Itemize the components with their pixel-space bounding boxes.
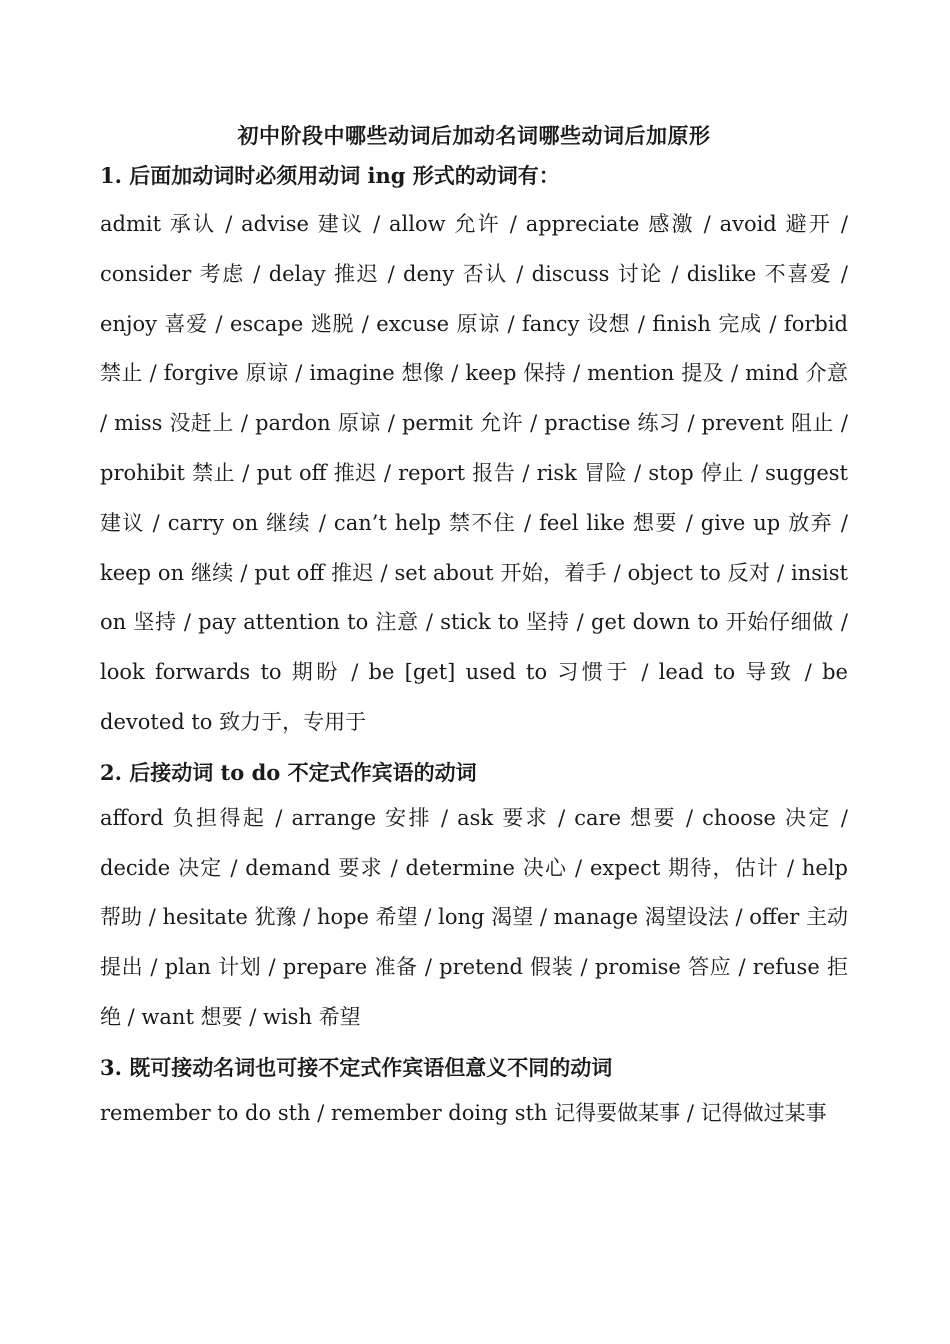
section-1-body: admit 承认 / advise 建议 / allow 允许 / appreciate 感激 / avoid 避开 / consider 考虑 / delay 推迟 / deny 否认 / discuss 讨论 / dislike 不喜爱 / enjoy 喜爱 / escape 逃脱 / excuse 原谅 / fancy 设想 / finish 完成 / forbid 禁止 / forgive 原谅 / imagine 想像 / keep 保持 / mention 提及 / mind 介意 / miss 没赶上 / pardon 原谅 / permit 允许 / practise 练习 / prevent 阻止 / prohibit 禁止 / put off 推迟 / report 报告 / risk 冒险 / stop 停止 / suggest 建议 / carry on 继续 / can’t help 禁不住 / feel like 想要 / give up 放弃 / keep on 继续 / put off 推迟 / set about 开始，着手 / object to 反对 / insist on 坚持 / pay attention to 注意 / stick to 坚持 / get down to 开始仔细做 / look forwards to 期盼 / be [get] used to 习惯于 / lead to 导致 / be devoted to 致力于，专用于	[100, 212, 848, 734]
section-2-body: afford 负担得起 / arrange 安排 / ask 要求 / care 想要 / choose 决定 / decide 决定 / demand 要求 / determine 决心 / expect 期待，估计 / help 帮助 / hesitate 犹豫 / hope 希望 / long 渴望 / manage 渴望设法 / offer 主动提出 / plan 计划 / prepare 准备 / pretend 假装 / promise 答应 / refuse 拒绝 / want 想要 / wish 希望	[100, 805, 848, 1029]
section-3-body: remember to do sth / remember doing sth 记得要做某事 / 记得做过某事	[100, 1100, 827, 1125]
section-1-heading: 1. 后面加动词时必须用动词 ing 形式的动词有：	[100, 163, 560, 188]
section-2-heading: 2. 后接动词 to do 不定式作宾语的动词	[100, 759, 477, 785]
section-3-heading: 3. 既可接动名词也可接不定式作宾语但意义不同的动词	[100, 1054, 613, 1080]
document-title: 初中阶段中哪些动词后加动名词哪些动词后加原形	[237, 123, 711, 148]
document-page	[100, 118, 848, 1139]
